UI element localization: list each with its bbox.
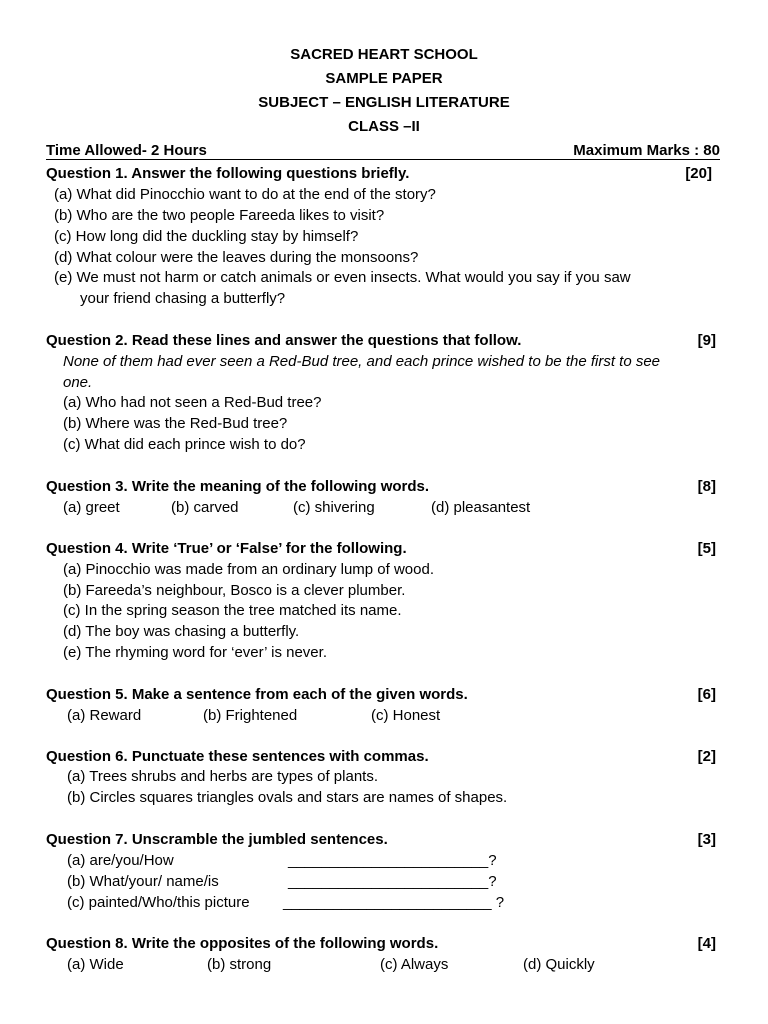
question-4-statement-b: (b) Fareeda’s neighbour, Bosco is a clever plumber. [63, 582, 406, 599]
question-6-title: Question 6. Punctuate these sentences with commas. [46, 748, 429, 765]
question-7-answer-blank-c: _________________________ ? [283, 894, 505, 911]
question-2-marks: [9] [697, 332, 716, 349]
question-8-word-b: (b) strong [207, 956, 272, 973]
question-6-sentence-b: (b) Circles squares triangles ovals and stars are names of shapes. [67, 789, 508, 806]
question-3-word-c: (c) shivering [293, 499, 375, 516]
question-7-answer-blank-a: ________________________? [288, 852, 497, 869]
question-5-word-c: (c) Honest [371, 707, 441, 724]
class-title: CLASS –II [348, 118, 420, 135]
school-name: SACRED HEART SCHOOL [290, 46, 478, 63]
question-1-marks: [20] [685, 165, 712, 182]
question-4-marks: [5] [697, 540, 716, 557]
question-3-word-a: (a) greet [63, 499, 120, 516]
question-8-marks: [4] [697, 935, 716, 952]
question-7-title: Question 7. Unscramble the jumbled sentences. [46, 831, 388, 848]
question-8-word-c: (c) Always [380, 956, 449, 973]
question-5-word-b: (b) Frightened [203, 707, 298, 724]
question-4-title: Question 4. Write ‘True’ or ‘False’ for the following. [46, 540, 407, 557]
question-4-statement-d: (d) The boy was chasing a butterfly. [63, 623, 300, 640]
question-2-passage: None of them had ever seen a Red-Bud tree, and each prince wished to be the first to see [63, 353, 661, 370]
question-1-part-b: (b) Who are the two people Fareeda likes to visit? [54, 207, 385, 224]
subject-title: SUBJECT – ENGLISH LITERATURE [258, 94, 510, 111]
question-5-word-a: (a) Reward [67, 707, 142, 724]
header-divider [46, 159, 720, 160]
question-8-word-d: (d) Quickly [523, 956, 595, 973]
time-allowed: Time Allowed- 2 Hours [46, 142, 207, 159]
question-3-title: Question 3. Write the meaning of the following words. [46, 478, 430, 495]
question-4-statement-c: (c) In the spring season the tree matched its name. [63, 602, 402, 619]
question-1-part-d: (d) What colour were the leaves during the monsoons? [54, 249, 419, 266]
question-6-marks: [2] [697, 748, 716, 765]
question-1-part-a: (a) What did Pinocchio want to do at the end of the story? [54, 186, 436, 203]
question-6-sentence-a: (a) Trees shrubs and herbs are types of plants. [67, 768, 378, 785]
paper-type: SAMPLE PAPER [325, 70, 443, 87]
question-8-word-a: (a) Wide [67, 956, 124, 973]
question-5-title: Question 5. Make a sentence from each of the given words. [46, 686, 468, 703]
question-7-answer-blank-b: ________________________? [288, 873, 497, 890]
question-2-part-b: (b) Where was the Red-Bud tree? [63, 415, 288, 432]
question-2-part-c: (c) What did each prince wish to do? [63, 436, 306, 453]
question-3-word-b: (b) carved [171, 499, 239, 516]
question-2-part-a: (a) Who had not seen a Red-Bud tree? [63, 394, 322, 411]
question-2-passage-cont: one. [63, 374, 93, 391]
question-3-word-d: (d) pleasantest [431, 499, 531, 516]
question-5-marks: [6] [697, 686, 716, 703]
question-4-statement-e: (e) The rhyming word for ‘ever’ is never. [63, 644, 327, 661]
maximum-marks: Maximum Marks : 80 [573, 142, 720, 159]
question-1-part-e: (e) We must not harm or catch animals or even insects. What would you say if you saw [54, 269, 631, 286]
question-7-jumble-a: (a) are/you/How [67, 852, 174, 869]
question-7-jumble-c: (c) painted/Who/this picture [67, 894, 250, 911]
question-3-marks: [8] [697, 478, 716, 495]
question-4-statement-a: (a) Pinocchio was made from an ordinary lump of wood. [63, 561, 435, 578]
question-1-title: Question 1. Answer the following questions briefly. [46, 165, 410, 182]
question-7-jumble-b: (b) What/your/ name/is [67, 873, 219, 890]
question-1-part-c: (c) How long did the duckling stay by himself? [54, 228, 359, 245]
question-2-title: Question 2. Read these lines and answer the questions that follow. [46, 332, 522, 349]
question-7-marks: [3] [697, 831, 716, 848]
question-8-title: Question 8. Write the opposites of the following words. [46, 935, 439, 952]
question-1-part-e-cont: your friend chasing a butterfly? [80, 290, 286, 307]
